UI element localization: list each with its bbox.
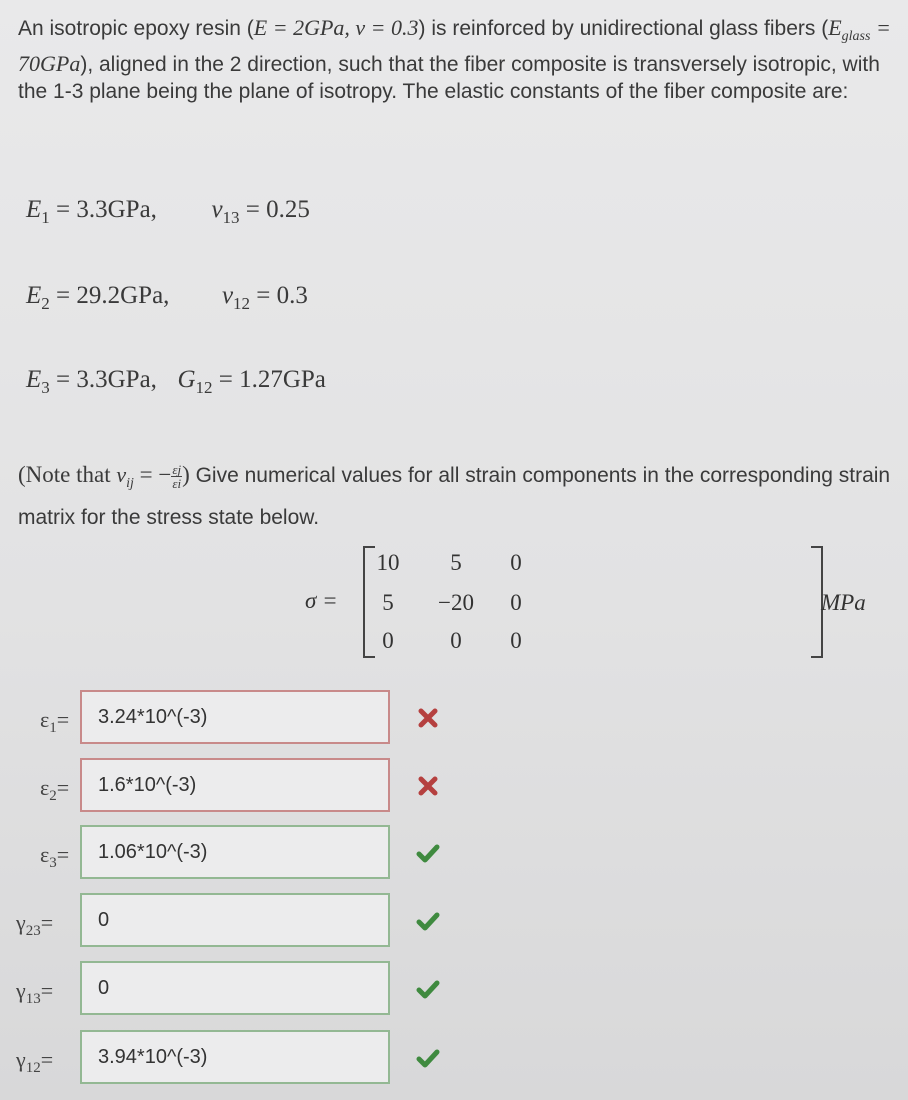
const-symbol: G xyxy=(177,366,196,393)
matrix-cell: 0 xyxy=(510,590,522,615)
note-symbol: v xyxy=(116,462,127,487)
const-value: = 1.27GPa xyxy=(212,366,326,393)
matrix-cell: 5 xyxy=(382,590,394,615)
label-symbol: γ xyxy=(16,978,26,1003)
answer-label xyxy=(40,842,69,872)
constant-line-3 xyxy=(26,366,326,398)
intro-math-2-sub: glass xyxy=(841,29,871,44)
answer-label xyxy=(40,707,69,737)
label-eq: = xyxy=(40,910,54,935)
const-symbol: E xyxy=(26,282,42,309)
const-symbol: E xyxy=(26,196,42,223)
label-eq: = xyxy=(40,978,54,1003)
answer-row-gamma-23 xyxy=(0,893,908,953)
answer-row-gamma-13 xyxy=(0,961,908,1021)
matrix-cell: 5 xyxy=(450,550,462,575)
matrix-cell: 10 xyxy=(376,550,400,575)
label-eq: = xyxy=(56,775,70,800)
label-sub: 3 xyxy=(49,855,57,871)
matrix-cell: 0 xyxy=(510,550,522,575)
label-eq: = xyxy=(56,707,70,732)
note-text: Give numerical values for all strain components in the corresponding strain matrix for the stress state below. xyxy=(18,464,891,529)
label-sub: 1 xyxy=(49,720,57,736)
const-sub: 12 xyxy=(195,378,213,397)
x-mark-icon xyxy=(414,704,442,732)
x-mark-icon xyxy=(414,772,442,800)
matrix-cell: 0 xyxy=(382,628,394,653)
intro-text-2: ) is reinforced by unidirectional glass fibers ( xyxy=(418,17,829,40)
label-symbol: γ xyxy=(16,1047,26,1072)
intro-text-1: An isotropic epoxy resin ( xyxy=(18,17,254,40)
answer-row-epsilon-1 xyxy=(0,690,908,750)
gamma-23-input[interactable] xyxy=(80,893,390,947)
constant-line-1 xyxy=(26,196,310,228)
epsilon-1-input[interactable] xyxy=(80,690,390,744)
const-sub: 3 xyxy=(41,378,50,397)
matrix-cell: −20 xyxy=(438,590,474,615)
gamma-13-input[interactable] xyxy=(80,961,390,1015)
intro-text-3: ), aligned in the 2 direction, such that the fiber composite is transversely isotropic, with the 1-3 plane being the plane of isotropy. The elastic constants of the fiber composite are: xyxy=(18,53,880,103)
fraction-numerator: εj xyxy=(172,461,182,477)
const-symbol: v xyxy=(211,196,223,223)
answer-label xyxy=(16,978,53,1008)
note-open: (Note that xyxy=(18,462,117,487)
const-symbol: E xyxy=(26,366,42,393)
intro-math-3: = 70GPa xyxy=(18,15,891,76)
label-eq: = xyxy=(56,842,70,867)
label-sub: 12 xyxy=(25,1060,41,1076)
note-close: ) xyxy=(182,462,190,487)
epsilon-2-input[interactable] xyxy=(80,758,390,812)
const-value: = 3.3GPa, xyxy=(49,366,157,393)
label-sub: 2 xyxy=(49,788,57,804)
note-equals: = − xyxy=(133,462,172,487)
constant-line-2 xyxy=(26,282,308,314)
answer-row-gamma-12 xyxy=(0,1030,908,1090)
label-symbol: ε xyxy=(40,707,50,732)
answer-row-epsilon-3 xyxy=(0,825,908,885)
intro-math-2: E xyxy=(828,15,842,40)
note-symbol-sub: ij xyxy=(126,476,134,491)
sigma-symbol: σ = xyxy=(305,588,338,613)
stress-unit: MPa xyxy=(821,590,866,615)
matrix-cell: 0 xyxy=(450,628,462,653)
answer-label xyxy=(40,775,69,805)
const-symbol: v xyxy=(221,282,234,309)
check-mark-icon xyxy=(414,975,442,1003)
answer-label xyxy=(16,1047,53,1077)
fraction-denominator: εi xyxy=(172,475,182,491)
check-mark-icon xyxy=(414,839,442,867)
matrix-cell: 0 xyxy=(510,628,522,653)
intro-math-1: E = 2GPa, v = 0.3 xyxy=(253,15,419,40)
label-symbol: γ xyxy=(16,910,26,935)
label-sub: 13 xyxy=(25,991,41,1007)
check-mark-icon xyxy=(414,1044,442,1072)
note-paragraph xyxy=(18,458,898,535)
label-symbol: ε xyxy=(40,842,50,867)
answer-row-epsilon-2 xyxy=(0,758,908,818)
strain-ratio-fraction xyxy=(171,463,182,490)
label-eq: = xyxy=(40,1047,54,1072)
check-mark-icon xyxy=(414,907,442,935)
epsilon-3-input[interactable] xyxy=(80,825,390,879)
label-sub: 23 xyxy=(25,923,41,939)
const-sub: 1 xyxy=(41,208,50,227)
const-value: = 0.3 xyxy=(250,282,308,309)
answer-label xyxy=(16,910,53,940)
problem-statement xyxy=(18,14,898,105)
const-value: = 29.2GPa, xyxy=(49,282,170,309)
const-sub: 13 xyxy=(222,208,240,227)
const-sub: 12 xyxy=(233,294,251,313)
const-value: = 0.25 xyxy=(239,196,310,223)
label-symbol: ε xyxy=(40,775,50,800)
gamma-12-input[interactable] xyxy=(80,1030,390,1084)
const-value: = 3.3GPa, xyxy=(49,196,157,223)
const-sub: 2 xyxy=(41,294,50,313)
